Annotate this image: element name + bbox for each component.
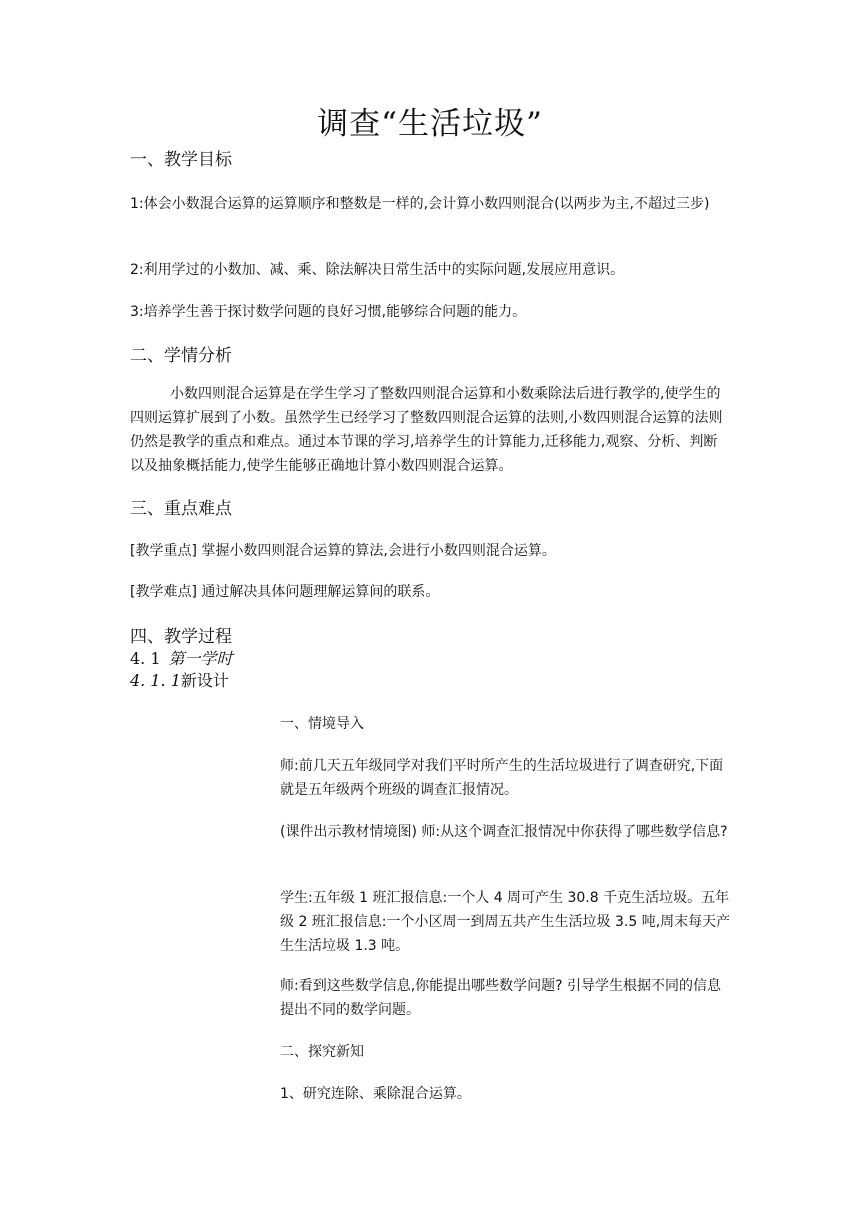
goal-item-1: 1:体会小数混合运算的运算顺序和整数是一样的,会计算小数四则混合(以两步为主,不超过三步) xyxy=(130,196,710,212)
lesson-number: 4. 1 xyxy=(130,649,161,668)
process-step-intro-heading: 一、情境导入 xyxy=(280,716,364,732)
process-student-report: 学生:五年级 1 班汇报信息:一个人 4 周可产生 30.8 千克生活垃圾。五年级 2 班汇报信息:一个小区周一到周五共产生生活垃圾 3.5 吨,周末每天产生生活垃圾 1.3 吨。 xyxy=(280,890,731,954)
goal-item-2: 2:利用学过的小数加、减、乘、除法解决日常生活中的实际问题,发展应用意识。 xyxy=(130,262,625,278)
teaching-difficulty: [教学难点] 通过解决具体问题理解运算间的联系。 xyxy=(130,584,440,600)
process-teacher-intro: 师:前几天五年级同学对我们平时所产生的生活垃圾进行了调查研究,下面就是五年级两个班级的调查汇报情况。 xyxy=(280,758,724,798)
lesson-label: 第一学时 xyxy=(168,649,233,668)
document-title: 调查“生活垃圾” xyxy=(317,106,543,142)
analysis-paragraph: 小数四则混合运算是在学生学习了整数四则混合运算和小数乘除法后进行教学的,使学生的四则运算扩展到了小数。虽然学生已经学习了整数四则混合运算的法则,小数四则混合运算的法则仍然是教学的重点和难点。通过本节课的学习,培养学生的计算能力,迁移能力,观察、分析、判断以及抽象概括能力,使学生能够正确地计算小数四则混合运算。 xyxy=(130,386,723,474)
design-number: 4. 1. 1 xyxy=(130,671,181,690)
design-heading xyxy=(130,670,229,692)
process-step-explore-heading: 二、探究新知 xyxy=(280,1044,364,1060)
process-courseware-question: (课件出示教材情境图) 师:从这个调查汇报情况中你获得了哪些数学信息? xyxy=(280,824,728,840)
section-heading-goals: 一、教学目标 xyxy=(130,150,232,170)
lesson-heading xyxy=(130,648,233,670)
process-teacher-question: 师:看到这些数学信息,你能提出哪些数学问题? 引导学生根据不同的信息提出不同的数学问题。 xyxy=(280,978,722,1018)
goal-item-3: 3:培养学生善于探讨数学问题的良好习惯,能够综合问题的能力。 xyxy=(130,304,527,320)
section-heading-analysis: 二、学情分析 xyxy=(130,346,232,366)
section-heading-key-points: 三、重点难点 xyxy=(130,499,232,519)
design-label: 新设计 xyxy=(180,671,229,690)
process-sub-step-1: 1、研究连除、乘除混合运算。 xyxy=(280,1086,471,1102)
section-heading-process: 四、教学过程 xyxy=(130,627,232,647)
teaching-focus: [教学重点] 掌握小数四则混合运算的算法,会进行小数四则混合运算。 xyxy=(130,543,556,559)
